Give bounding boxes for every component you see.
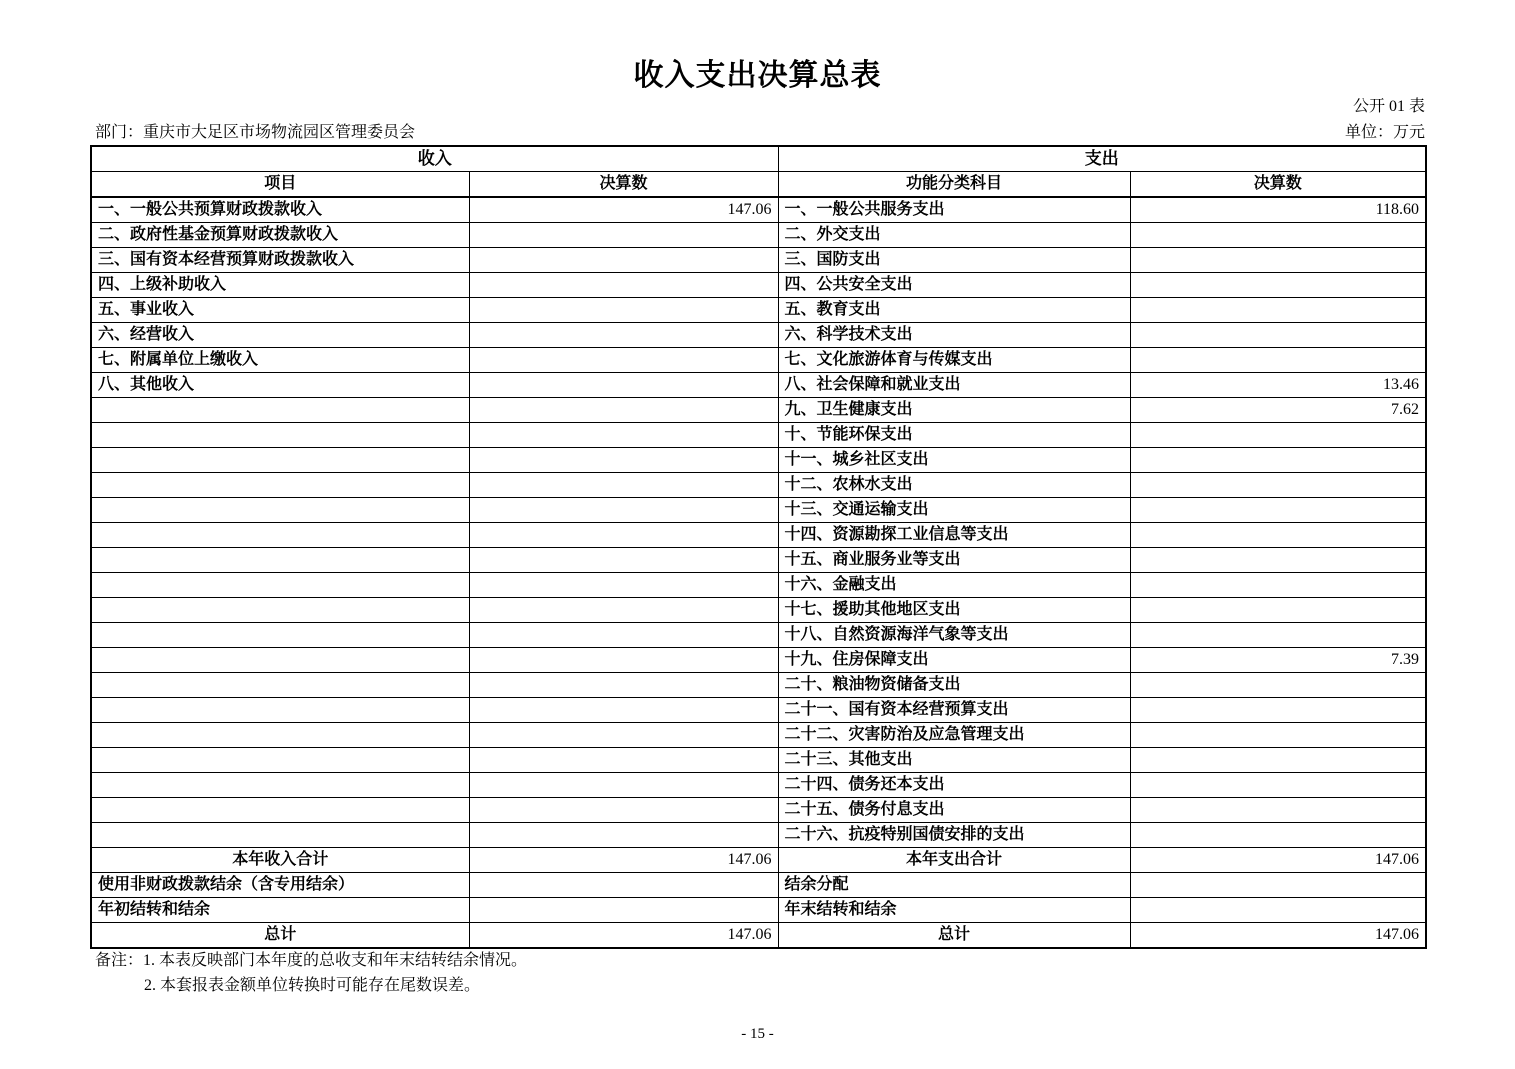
- expense-category-cell: 结余分配: [778, 873, 1130, 898]
- income-amount-cell: [469, 723, 778, 748]
- income-item-cell: [91, 673, 469, 698]
- column-header-expense-category: 功能分类科目: [778, 172, 1130, 198]
- income-item-cell: 总计: [91, 923, 469, 949]
- table-row: [91, 673, 1426, 698]
- income-item-cell: [91, 723, 469, 748]
- income-item-cell: [91, 823, 469, 848]
- expense-amount-cell: [1130, 748, 1426, 773]
- expense-amount-cell: [1130, 448, 1426, 473]
- expense-amount-cell: [1130, 598, 1426, 623]
- income-item-cell: 本年收入合计: [91, 848, 469, 873]
- expense-amount-cell: [1130, 798, 1426, 823]
- expense-amount-cell: [1130, 273, 1426, 298]
- table-row: [91, 848, 1426, 873]
- expense-amount-cell: 147.06: [1130, 923, 1426, 949]
- income-item-cell: [91, 798, 469, 823]
- income-item-cell: 五、事业收入: [91, 298, 469, 323]
- expense-category-cell: 十六、金融支出: [778, 573, 1130, 598]
- income-amount-cell: [469, 298, 778, 323]
- income-item-cell: 使用非财政拨款结余（含专用结余）: [91, 873, 469, 898]
- table-row: [91, 423, 1426, 448]
- income-amount-cell: [469, 398, 778, 423]
- income-amount-cell: 147.06: [469, 197, 778, 223]
- income-amount-cell: [469, 698, 778, 723]
- income-item-cell: 六、经营收入: [91, 323, 469, 348]
- expense-category-cell: 十四、资源勘探工业信息等支出: [778, 523, 1130, 548]
- table-code: 公开 01 表: [1352, 98, 1425, 115]
- expense-amount-cell: [1130, 823, 1426, 848]
- department-label: 部门：重庆市大足区市场物流园区管理委员会: [95, 124, 416, 141]
- income-amount-cell: [469, 473, 778, 498]
- income-item-cell: [91, 423, 469, 448]
- expense-category-cell: 十七、援助其他地区支出: [778, 598, 1130, 623]
- expense-category-cell: 总计: [778, 923, 1130, 949]
- table-row: [91, 773, 1426, 798]
- expense-category-cell: 本年支出合计: [778, 848, 1130, 873]
- table-row: [91, 273, 1426, 298]
- expense-category-cell: 十二、农林水支出: [778, 473, 1130, 498]
- expense-category-cell: 二十三、其他支出: [778, 748, 1130, 773]
- income-amount-cell: [469, 248, 778, 273]
- table-row: [91, 373, 1426, 398]
- income-amount-cell: [469, 748, 778, 773]
- expense-amount-cell: [1130, 698, 1426, 723]
- income-amount-cell: [469, 548, 778, 573]
- income-item-cell: [91, 623, 469, 648]
- meta-row: [95, 119, 1425, 142]
- income-amount-cell: [469, 673, 778, 698]
- expense-amount-cell: 147.06: [1130, 848, 1426, 873]
- income-item-cell: [91, 498, 469, 523]
- expense-category-cell: 十三、交通运输支出: [778, 498, 1130, 523]
- income-item-cell: [91, 523, 469, 548]
- table-row: [91, 623, 1426, 648]
- expense-amount-cell: [1130, 548, 1426, 573]
- expense-category-cell: 六、科学技术支出: [778, 323, 1130, 348]
- expense-amount-cell: [1130, 423, 1426, 448]
- income-item-cell: 八、其他收入: [91, 373, 469, 398]
- table-row: [91, 398, 1426, 423]
- expense-category-cell: 十八、自然资源海洋气象等支出: [778, 623, 1130, 648]
- income-item-cell: 年初结转和结余: [91, 898, 469, 923]
- expense-amount-cell: [1130, 298, 1426, 323]
- income-item-cell: [91, 448, 469, 473]
- table-row: [91, 323, 1426, 348]
- expense-amount-cell: [1130, 673, 1426, 698]
- income-amount-cell: [469, 448, 778, 473]
- table-row: [91, 197, 1426, 223]
- income-amount-cell: [469, 873, 778, 898]
- expense-category-cell: 八、社会保障和就业支出: [778, 373, 1130, 398]
- column-header-expense-amount: 决算数: [1130, 172, 1426, 198]
- expense-amount-cell: 13.46: [1130, 373, 1426, 398]
- table-row: [91, 898, 1426, 923]
- expense-amount-cell: [1130, 348, 1426, 373]
- column-header-row: [91, 172, 1426, 198]
- income-item-cell: 三、国有资本经营预算财政拨款收入: [91, 248, 469, 273]
- column-header-income-amount: 决算数: [469, 172, 778, 198]
- expense-category-cell: 三、国防支出: [778, 248, 1130, 273]
- income-section-header: 收入: [91, 146, 778, 172]
- expense-category-cell: 四、公共安全支出: [778, 273, 1130, 298]
- table-body: [91, 197, 1426, 948]
- income-amount-cell: [469, 623, 778, 648]
- income-amount-cell: [469, 773, 778, 798]
- expense-amount-cell: 7.62: [1130, 398, 1426, 423]
- income-item-cell: [91, 573, 469, 598]
- table-row: [91, 748, 1426, 773]
- income-amount-cell: [469, 273, 778, 298]
- income-amount-cell: [469, 573, 778, 598]
- expense-amount-cell: [1130, 898, 1426, 923]
- page-number: - 15 -: [741, 1026, 774, 1042]
- table-row: [91, 548, 1426, 573]
- expense-amount-cell: [1130, 573, 1426, 598]
- expense-category-cell: 九、卫生健康支出: [778, 398, 1130, 423]
- note-line-2: 2. 本套报表金额单位转换时可能存在尾数误差。: [144, 977, 481, 994]
- income-item-cell: [91, 598, 469, 623]
- income-item-cell: [91, 473, 469, 498]
- income-item-cell: [91, 398, 469, 423]
- table-row: [91, 248, 1426, 273]
- income-amount-cell: [469, 648, 778, 673]
- expense-amount-cell: [1130, 523, 1426, 548]
- table-row: [91, 648, 1426, 673]
- income-amount-cell: [469, 523, 778, 548]
- expense-category-cell: 二十、粮油物资储备支出: [778, 673, 1130, 698]
- income-item-cell: 七、附属单位上缴收入: [91, 348, 469, 373]
- expense-section-header: 支出: [778, 146, 1426, 172]
- table-row: [91, 873, 1426, 898]
- table-row: [91, 448, 1426, 473]
- income-amount-cell: [469, 498, 778, 523]
- expense-amount-cell: [1130, 323, 1426, 348]
- table-row: [91, 723, 1426, 748]
- table-row: [91, 598, 1426, 623]
- income-item-cell: [91, 548, 469, 573]
- income-expense-summary-table: [90, 145, 1427, 949]
- expense-category-cell: 二十六、抗疫特别国债安排的支出: [778, 823, 1130, 848]
- table-row: [91, 698, 1426, 723]
- column-header-income-item: 项目: [91, 172, 469, 198]
- income-amount-cell: [469, 373, 778, 398]
- expense-category-cell: 五、教育支出: [778, 298, 1130, 323]
- income-item-cell: [91, 648, 469, 673]
- expense-category-cell: 二十一、国有资本经营预算支出: [778, 698, 1130, 723]
- income-amount-cell: [469, 323, 778, 348]
- table-row: [91, 923, 1426, 949]
- income-amount-cell: [469, 348, 778, 373]
- income-item-cell: [91, 773, 469, 798]
- table-row: [91, 573, 1426, 598]
- table-row: [91, 473, 1426, 498]
- table-row: [91, 498, 1426, 523]
- expense-category-cell: 十、节能环保支出: [778, 423, 1130, 448]
- expense-category-cell: 十九、住房保障支出: [778, 648, 1130, 673]
- table-row: [91, 348, 1426, 373]
- income-amount-cell: [469, 423, 778, 448]
- expense-amount-cell: [1130, 498, 1426, 523]
- table-row: [91, 823, 1426, 848]
- expense-category-cell: 七、文化旅游体育与传媒支出: [778, 348, 1130, 373]
- expense-category-cell: 十五、商业服务业等支出: [778, 548, 1130, 573]
- expense-amount-cell: [1130, 223, 1426, 248]
- income-item-cell: 一、一般公共预算财政拨款收入: [91, 197, 469, 223]
- income-item-cell: 四、上级补助收入: [91, 273, 469, 298]
- note-line-1: 备注：1. 本表反映部门本年度的总收支和年末结转结余情况。: [95, 952, 528, 969]
- income-amount-cell: [469, 823, 778, 848]
- expense-amount-cell: [1130, 723, 1426, 748]
- expense-amount-cell: [1130, 773, 1426, 798]
- expense-amount-cell: 7.39: [1130, 648, 1426, 673]
- expense-amount-cell: [1130, 873, 1426, 898]
- income-amount-cell: [469, 223, 778, 248]
- income-amount-cell: [469, 798, 778, 823]
- unit-label: 单位：万元: [1344, 124, 1425, 141]
- section-header-row: [91, 146, 1426, 172]
- page-title: 收入支出决算总表: [633, 59, 882, 92]
- income-amount-cell: 147.06: [469, 848, 778, 873]
- expense-amount-cell: [1130, 623, 1426, 648]
- income-amount-cell: 147.06: [469, 923, 778, 949]
- income-item-cell: [91, 698, 469, 723]
- income-item-cell: [91, 748, 469, 773]
- expense-category-cell: 二十四、债务还本支出: [778, 773, 1130, 798]
- expense-category-cell: 年末结转和结余: [778, 898, 1130, 923]
- table-row: [91, 223, 1426, 248]
- expense-amount-cell: 118.60: [1130, 197, 1426, 223]
- expense-amount-cell: [1130, 473, 1426, 498]
- expense-amount-cell: [1130, 248, 1426, 273]
- expense-category-cell: 一、一般公共服务支出: [778, 197, 1130, 223]
- expense-category-cell: 十一、城乡社区支出: [778, 448, 1130, 473]
- table-row: [91, 523, 1426, 548]
- income-amount-cell: [469, 898, 778, 923]
- expense-category-cell: 二十二、灾害防治及应急管理支出: [778, 723, 1130, 748]
- income-amount-cell: [469, 598, 778, 623]
- expense-category-cell: 二十五、债务付息支出: [778, 798, 1130, 823]
- expense-category-cell: 二、外交支出: [778, 223, 1130, 248]
- table-row: [91, 298, 1426, 323]
- income-item-cell: 二、政府性基金预算财政拨款收入: [91, 223, 469, 248]
- table-row: [91, 798, 1426, 823]
- notes: [95, 948, 527, 998]
